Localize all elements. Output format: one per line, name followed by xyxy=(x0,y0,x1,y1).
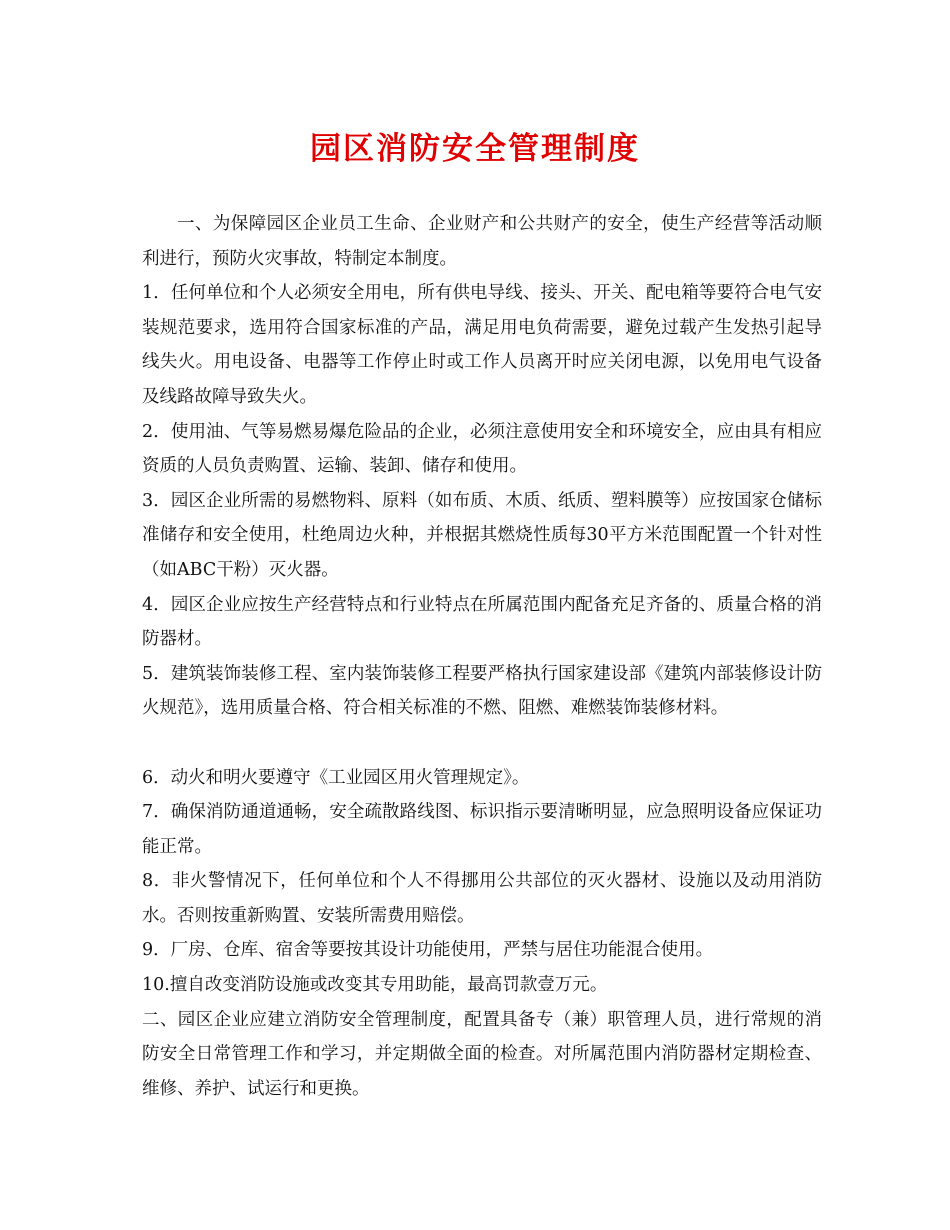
document-body xyxy=(142,207,822,1106)
paragraph-item-6: 6．动火和明火要遵守《工业园区用火管理规定》。 xyxy=(142,767,530,788)
paragraph-item-1: 1．任何单位和个人必须安全用电，所有供电导线、接头、开关、配电箱等要符合电气安装规范要求，选用符合国家标准的产品，满足用电负荷需要，避免过载产生发热引起导线失火。用电设备、电器等工作停止时或工作人员离开时应关闭电源，以免用电气设备及线路故障导致失火。 xyxy=(142,283,822,407)
paragraph-item-5: 5．建筑装饰装修工程、室内装饰装修工程要严格执行国家建设部《建筑内部装修设计防火规范》，选用质量合格、符合相关标准的不燃、阻燃、难燃装饰装修材料。 xyxy=(142,663,822,719)
paragraph-item-3: 3．园区企业所需的易燃物料、原料（如布质、木质、纸质、塑料膜等）应按国家仓储标准储存和安全使用，杜绝周边火种，并根据其燃烧性质每30平方米范围配置一个针对性（如ABC干粉）灭火器。 xyxy=(142,490,822,580)
paragraph-item-10: 10.擅自改变消防设施或改变其专用助能，最高罚款壹万元。 xyxy=(142,975,608,996)
paragraph-item-7: 7．确保消防通道通畅，安全疏散路线图、标识指示要清晰明显，应急照明设备应保证功能正常。 xyxy=(142,802,822,857)
paragraph-section-2: 二、园区企业应建立消防安全管理制度，配置具备专（兼）职管理人员，进行常规的消防安全日常管理工作和学习，并定期做全面的检查。对所属范围内消防器材定期检查、维修、养护、试运行和更换。 xyxy=(142,1009,822,1099)
document-title: 园区消防安全管理制度 xyxy=(310,131,640,167)
paragraph-item-2: 2．使用油、气等易燃易爆危险品的企业，必须注意使用安全和环境安全，应由具有相应资质的人员负责购置、运输、装卸、储存和使用。 xyxy=(142,421,822,477)
paragraph-item-9: 9．厂房、仓库、宿舍等要按其设计功能使用，严禁与居住功能混合使用。 xyxy=(142,940,714,961)
paragraph-intro: 一、为保障园区企业员工生命、企业财产和公共财产的安全，使生产经营等活动顺利进行，预防火灾事故，特制定本制度。 xyxy=(142,214,822,269)
paragraph-spacer xyxy=(142,726,822,761)
paragraph-item-8: 8．非火警情况下，任何单位和个人不得挪用公共部位的灭火器材、设施以及动用消防水。否则按重新购置、安装所需费用赔偿。 xyxy=(142,871,822,926)
paragraph-item-4: 4．园区企业应按生产经营特点和行业特点在所属范围内配备充足齐备的、质量合格的消防器材。 xyxy=(142,594,822,650)
